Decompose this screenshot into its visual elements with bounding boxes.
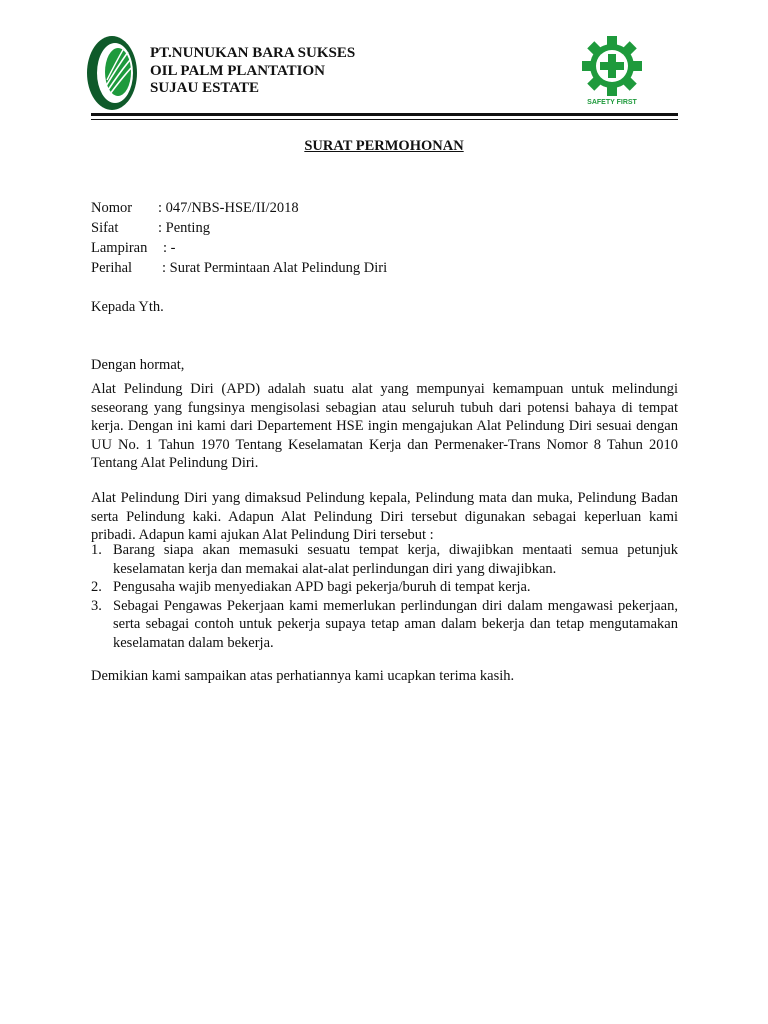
- meta-label: Nomor: [91, 200, 133, 216]
- closing: Demikian kami sampaikan atas perhatiannya kami ucapkan terima kasih.: [91, 668, 515, 684]
- meta-label: Sifat: [91, 220, 119, 236]
- list-item: [91, 597, 678, 653]
- greeting: Dengan hormat,: [91, 357, 185, 373]
- header-divider-thin: [91, 119, 678, 120]
- safety-first-text: SAFETY FIRST: [587, 99, 637, 106]
- list-number: 2.: [91, 579, 102, 595]
- list-item: [91, 578, 678, 597]
- list-item: [91, 541, 678, 578]
- meta-label: Lampiran: [91, 240, 148, 256]
- company-estate: SUJAU ESTATE: [150, 80, 260, 96]
- list-text: Barang siapa akan memasuki sesuatu tempat kerja, diwajibkan mentaati semua petunjuk keselamatan kerja dan memakai alat-alat perlindungan diri yang diwajibkan.: [113, 542, 678, 577]
- list-text: Pengusaha wajib menyediakan APD bagi pekerja/buruh di tempat kerja.: [113, 579, 531, 595]
- company-name: PT.NUNUKAN BARA SUKSES: [150, 45, 356, 61]
- request-list: [91, 541, 678, 652]
- company-division: OIL PALM PLANTATION: [150, 62, 326, 79]
- meta-value: : -: [163, 240, 176, 256]
- list-number: 3.: [91, 597, 102, 614]
- meta-value: : Surat Permintaan Alat Pelindung Diri: [162, 260, 388, 276]
- letter-title: SURAT PERMOHONAN: [304, 138, 464, 154]
- header-divider-thick: [91, 113, 678, 116]
- list-number: 1.: [91, 542, 102, 558]
- meta-value: : 047/NBS-HSE/II/2018: [158, 200, 299, 216]
- company-header: [150, 45, 355, 98]
- recipient: Kepada Yth.: [91, 299, 164, 315]
- meta-label: Perihal: [91, 260, 133, 276]
- list-text: Sebagai Pengawas Pekerjaan kami memerlukan perlindungan diri dalam mengawasi pekerjaan, serta sebagai contoh untuk pekerja supaya tetap aman dalam bekerja dan tetap mengutamakan keselamatan dalam bekerja.: [113, 597, 678, 651]
- safety-first-logo: [577, 36, 647, 108]
- meta-value: : Penting: [158, 220, 210, 236]
- company-logo: [84, 32, 140, 114]
- paragraph-2: Alat Pelindung Diri yang dimaksud Pelindung kepala, Pelindung mata dan muka, Pelindung Badan serta Pelindung kaki. Adapun Alat Pelindung Diri tersebut digunakan sebagai keperluan kami pribadi. Adapun kami ajukan Alat Pelindung Diri tersebut :: [91, 490, 678, 543]
- paragraph-1: Alat Pelindung Diri (APD) adalah suatu alat yang mempunyai kemampuan untuk melindungi seseorang yang fungsinya mengisolasi sebagian atau seluruh tubuh dari potensi bahaya di tempat kerja. Dengan ini kami dari Departement HSE ingin mengajukan Alat Pelindung Diri sesuai dengan UU No. 1 Tahun 1970 Tentang Keselamatan Kerja dan Permenaker-Trans Nomor 8 Tahun 2010 Tentang Alat Pelindung Diri.: [91, 381, 678, 471]
